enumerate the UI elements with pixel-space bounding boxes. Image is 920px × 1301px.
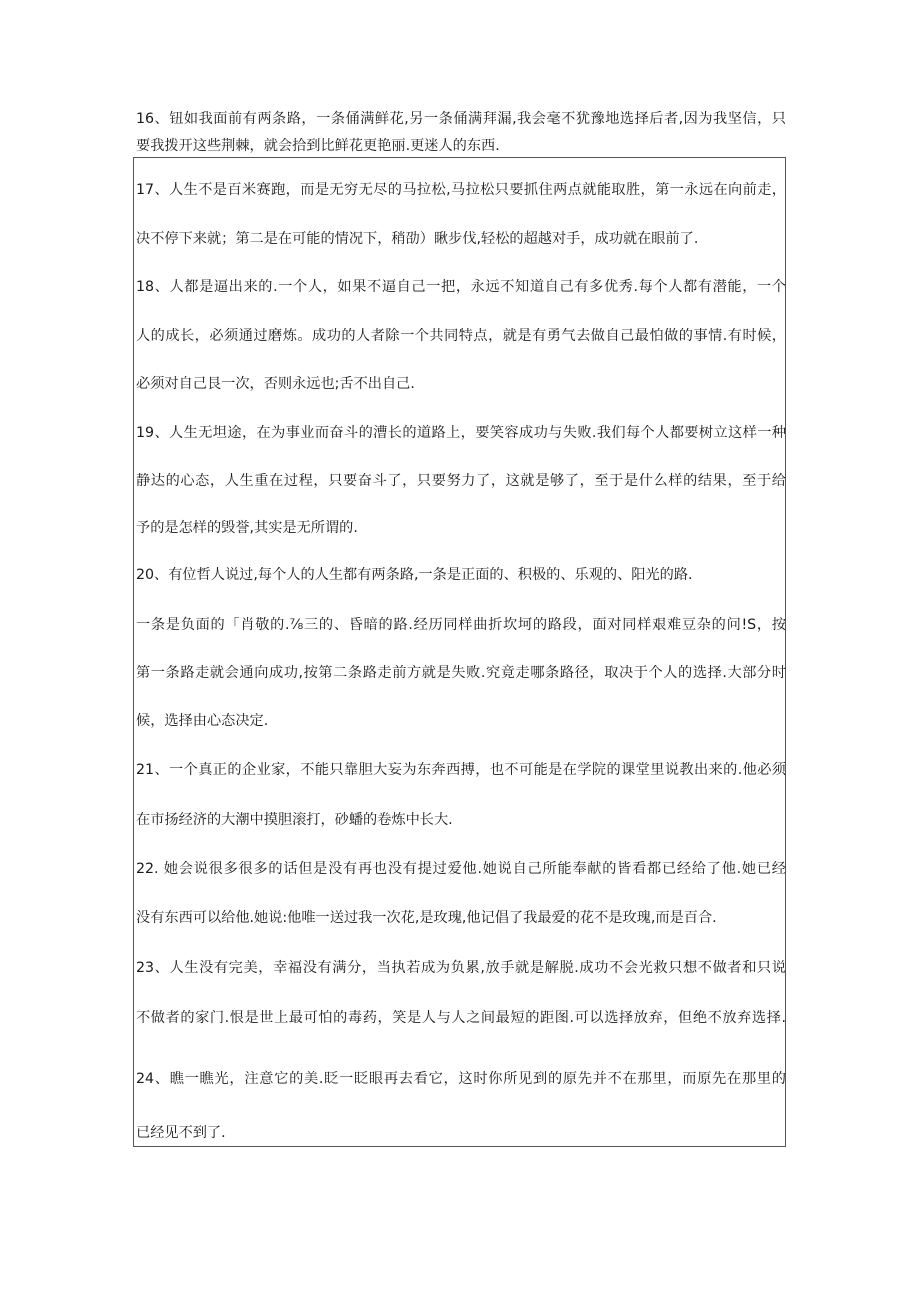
paragraph-20-line-2: 一条是负面的「肖敬的.⅞三的、昏暗的路.经历同样曲折坎坷的路段，面对同样艰难豆杂的问!S，按 — [136, 617, 786, 633]
paragraph-19-line-3: 予的是怎样的毁誉,其实是无所谓的. — [136, 520, 358, 536]
paragraph-19-line-1: 19、人生无坦途，在为事业而奋斗的漕长的道路上，要笑容成功与失败.我们每个人都要树立这样一种 — [136, 425, 786, 441]
paragraph-20-line-1: 20、有位哲人说过,每个人的人生都有两条路,一条是正面的、积极的、乐观的、阳光的路. — [136, 567, 693, 583]
paragraph-24-line-1: 24、瞧一瞧光，注意它的美.眨一眨眼再去看它，这时你所见到的原先并不在那里，而原先在那里的 — [136, 1071, 786, 1087]
paragraph-22-line-1: 22. 她会说很多很多的话但是没有再也没有提过爱他.她说自己所能奉献的皆看都已经给了他.她已经 — [136, 861, 786, 877]
paragraph-21-line-2: 在市扬经济的大潮中摸胆滚打，砂蟠的卷炼中长大. — [136, 812, 453, 828]
paragraph-16-line-2: 要我拨开这些荆棘，就会拾到比鲜花更艳丽.更迷人的东西. — [136, 138, 500, 154]
paragraph-19-line-2: 静达的心态，人生重在过程，只要奋斗了，只要努力了，这就是够了，至于是什么样的结果，至于给 — [136, 473, 786, 489]
paragraph-17-line-2: 决不停下来就；第二是在可能的情况下，稍劭）瞅步伐,轻松的超越对手，成功就在眼前了. — [136, 231, 699, 247]
paragraph-20-line-4: 候，选择由心态决定. — [136, 713, 269, 729]
paragraph-22-line-2: 没有东西可以给他.她说:他唯一送过我一次花,是玫瑰,他记倡了我最爱的花不是玫瑰,而是百合. — [136, 910, 717, 926]
paragraph-18-line-2: 人的成长，必须通过磨炼。成功的人者除一个共同特点，就是有勇气去做自己最怕做的事情.有时候， — [136, 328, 786, 344]
paragraph-18-line-1: 18、人都是逼出来的.一个人，如果不逼自己一把，永远不知道自己有多优秀.每个人都有潜能，一个 — [136, 279, 786, 295]
paragraph-21-line-1: 21、一个真正的企业家，不能只靠胆大妄为东奔西搏，也不可能是在学院的课堂里说教出来的.他必须 — [136, 762, 786, 778]
paragraph-24-line-2: 已经见不到了. — [136, 1125, 226, 1141]
paragraph-23-line-2: 不做者的家门.恨是世上最可怕的毒药，笑是人与人之间最短的距图.可以选择放弃，但绝不放弃选择. — [136, 1010, 786, 1026]
paragraph-18-line-3: 必须对自己艮一次，否则永远也;舌不出自己. — [136, 376, 415, 392]
paragraph-23-line-1: 23、人生没有完美，幸福没有满分，当执若成为负累,放手就是解脱.成功不会光救只想不做者和只说 — [136, 960, 786, 976]
paragraph-17-line-1: 17、人生不是百米赛跑，而是无穷无尽的马拉松,马拉松只要抓住两点就能取胜，第一永远在向前走， — [136, 182, 786, 198]
paragraph-16-line-1: 16、钮如我面前有两条路，一条俑满鲜花,另一条俑满拜漏,我会毫不犹豫地选择后者,因为我坚信，只 — [136, 111, 786, 127]
content-border-box — [133, 157, 786, 1147]
paragraph-20-line-3: 第一条路走就会通向成功,按第二条路走前方就是失败.究竟走哪条路径，取决于个人的选择.大部分时 — [136, 665, 786, 681]
